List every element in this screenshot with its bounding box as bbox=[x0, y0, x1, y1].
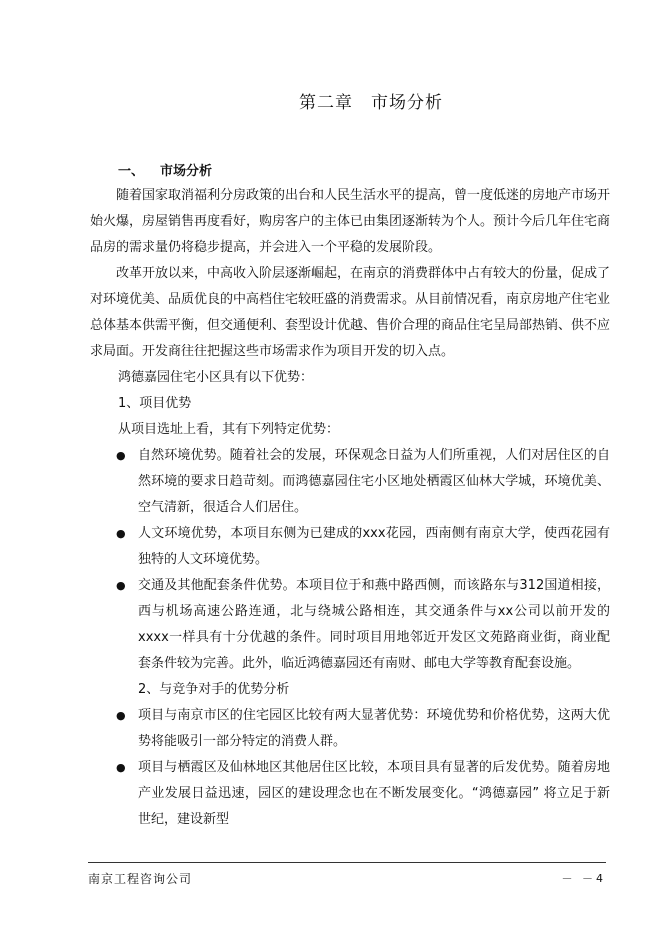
bullet-icon: ● bbox=[116, 709, 126, 722]
list-item bbox=[90, 521, 610, 573]
list-item-text: 项目与栖霞区及仙林地区其他居住区比较，本项目具有显著的后发优势。随着房地产业发展日益迅速，园区的建设理念也在不断发展变化。“鸿德嘉园” 将立足于新世纪，建设新型 bbox=[138, 760, 610, 827]
bullet-icon: ● bbox=[116, 761, 126, 774]
list-item-text: 交通及其他配套条件优势。本项目位于和燕中路西侧，而该路东与312国道相接，西与机场高速公路连通，北与绕城公路相连，其交通条件与xx公司以前开发的xxxx一样具有十分优越的条件。同时项目用地邻近开发区文苑路商业街，商业配套条件较为完善。此外，临近鸿德嘉园还有南财、邮电大学等教育配套设施。 bbox=[138, 578, 610, 671]
bullet-icon: ● bbox=[116, 527, 126, 540]
footer-company: 南京工程咨询公司 bbox=[88, 872, 193, 886]
list-item bbox=[90, 443, 610, 521]
paragraph-market-trend: 随着国家取消福利分房政策的出台和人民生活水平的提高，曾一度低迷的房地产市场开始火爆，房屋销售再度看好，购房客户的主体已由集团逐渐转为个人。预计今后几年住宅商品房的需求量仍将稳步提高，并会进入一个平稳的发展阶段。 bbox=[90, 188, 611, 255]
section-title: 市场分析 bbox=[160, 164, 213, 179]
list-item-text: 自然环境优势。随着社会的发展，环保观念日益为人们所重视，人们对居住区的自然环境的要求日趋苛刻。而鸿德嘉园住宅小区地处栖霞区仙林大学城，环境优美、空气清新，很适合人们居住。 bbox=[138, 448, 610, 515]
bullet-icon: ● bbox=[116, 579, 126, 592]
bullet-icon: ● bbox=[116, 449, 126, 462]
section-number: 一、 bbox=[118, 164, 145, 179]
footer-divider bbox=[88, 862, 606, 863]
paragraph-advantages-intro: 鸿德嘉园住宅小区具有以下优势： bbox=[118, 370, 314, 385]
list-item-text: 项目与南京市区的住宅园区比较有两大显著优势：环境优势和价格优势，这两大优势将能吸引一部分特定的消费人群。 bbox=[138, 708, 610, 749]
body-text bbox=[90, 183, 610, 833]
chapter-title: 第二章 市场分析 bbox=[299, 93, 443, 113]
list-item bbox=[90, 703, 610, 755]
list-item bbox=[90, 755, 610, 833]
subheading-project-advantages: 1、项目优势 bbox=[118, 396, 192, 411]
subheading-competitor-analysis: 2、与竞争对手的优势分析 bbox=[138, 682, 290, 697]
paragraph-site-selection: 从项目选址上看，其有下列特定优势： bbox=[118, 422, 340, 437]
section-heading bbox=[118, 160, 212, 179]
list-item-text: 人文环境优势，本项目东侧为已建成的xxx花园，西南侧有南京大学，使西花园有独特的人文环境优势。 bbox=[138, 526, 610, 567]
paragraph-reform: 改革开放以来，中高收入阶层逐渐崛起，在南京的消费群体中占有较大的份量，促成了对环境优美、品质优良的中高档住宅较旺盛的消费需求。从目前情况看，南京房地产住宅业总体基本供需平衡，但交通便利、套型设计优越、售价合理的商品住宅呈局部热销、供不应求局面。开发商往往把握这些市场需求作为项目开发的切入点。 bbox=[90, 266, 611, 359]
list-item bbox=[90, 573, 610, 677]
page-number: － －4 bbox=[561, 872, 606, 885]
